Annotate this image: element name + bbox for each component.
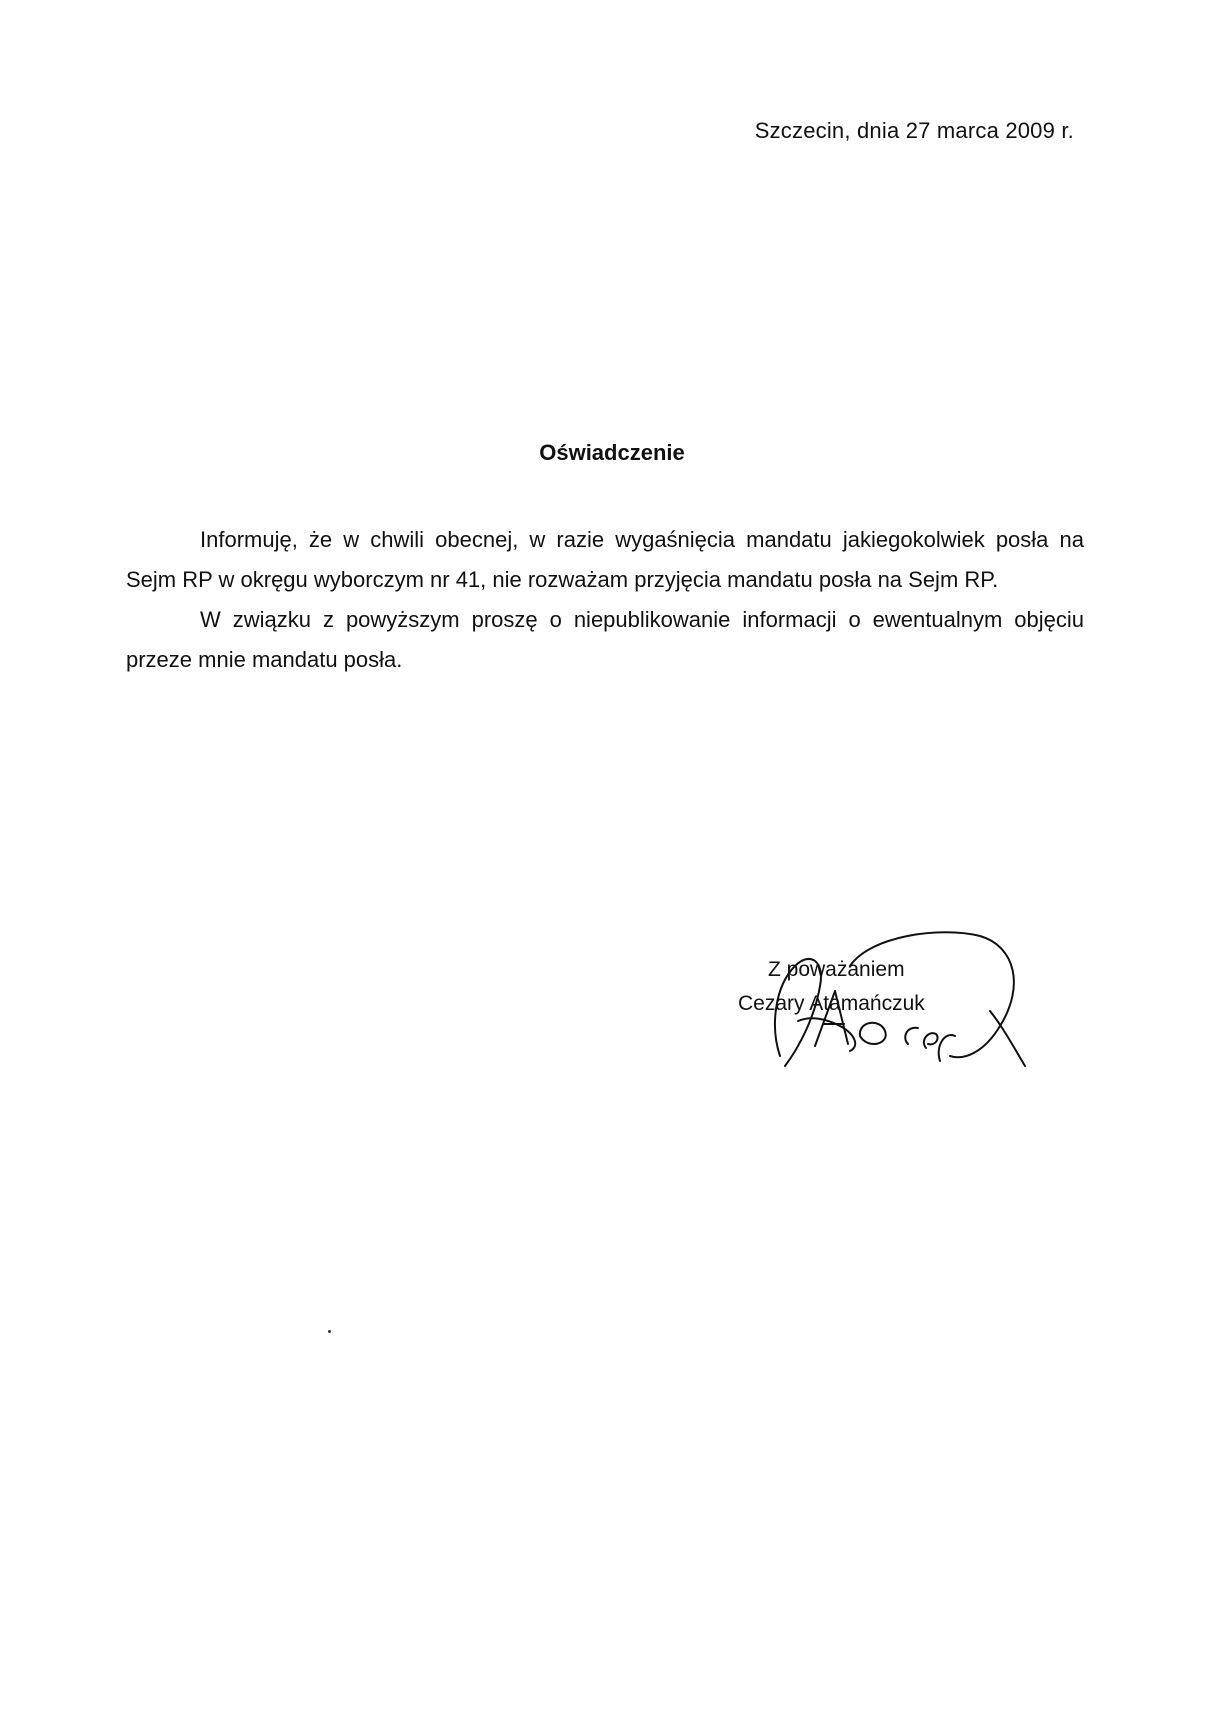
date-line: Szczecin, dnia 27 marca 2009 r.	[754, 118, 1074, 143]
body-paragraph-1: Informuję, że w chwili obecnej, w razie wygaśnięcia mandatu jakiegokolwiek posła na Sejm RP w okręgu wyborczym nr 41, nie rozważam przyjęcia mandatu posła na Sejm RP.	[126, 527, 1084, 592]
signer-name: Cezary Atamańczuk	[738, 992, 925, 1015]
stray-mark	[328, 1330, 331, 1333]
signature-block	[738, 958, 1038, 1068]
document-body	[126, 520, 1084, 680]
closing-phrase: Z poważaniem	[768, 958, 905, 981]
document-heading: Oświadczenie	[539, 440, 685, 465]
body-paragraph-2: W związku z powyższym proszę o niepublikowanie informacji o ewentualnym objęciu przeze mnie mandatu posła.	[126, 607, 1084, 672]
